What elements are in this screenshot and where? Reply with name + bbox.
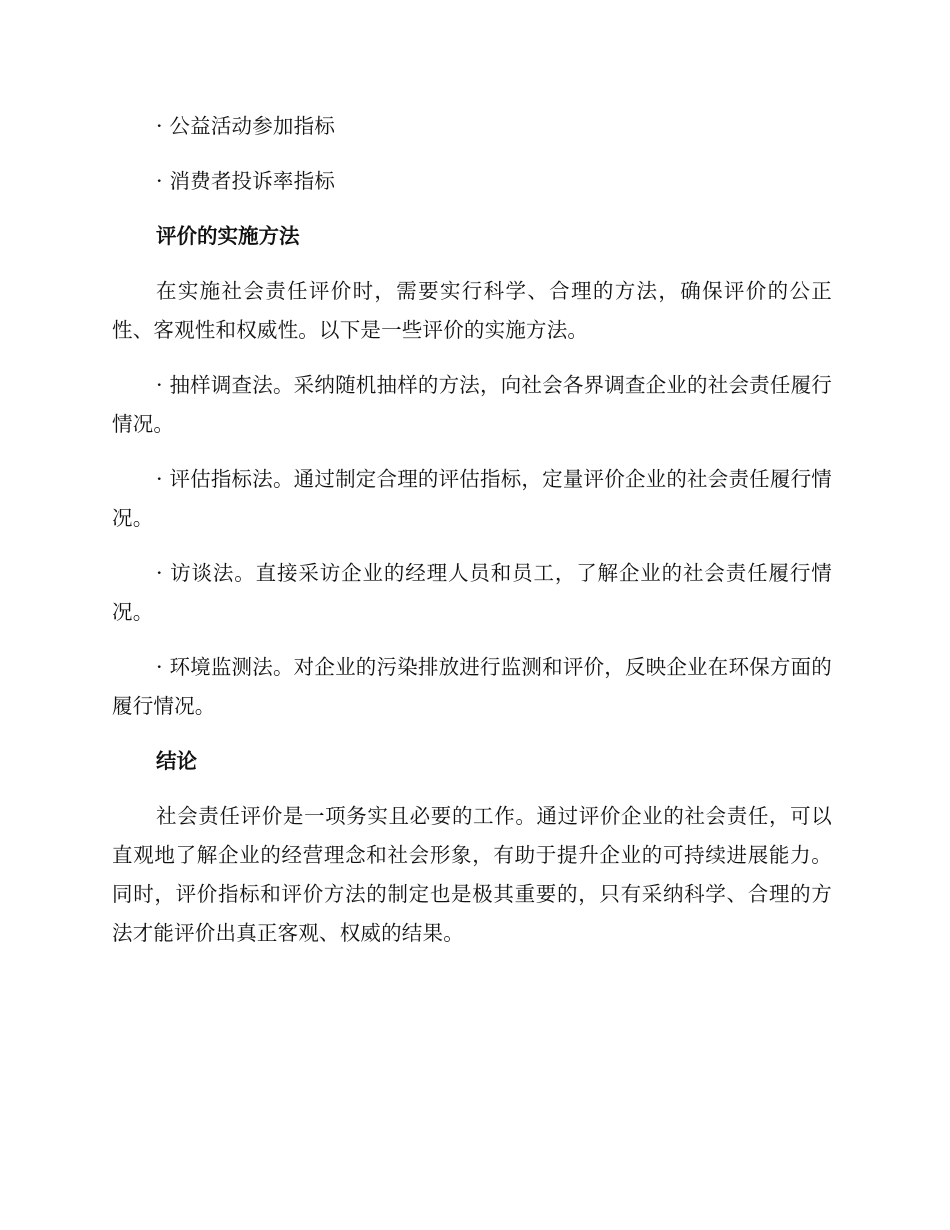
section-intro-paragraph: 在实施社会责任评价时，需要实行科学、合理的方法，确保评价的公正性、客观性和权威性。以下是一些评价的实施方法。 — [112, 279, 832, 342]
method-item-interview: · 访谈法。直接采访企业的经理人员和员工，了解企业的社会责任履行情况。 — [112, 561, 832, 624]
method-item-sampling-survey: · 抽样调查法。采纳随机抽样的方法，向社会各界调查企业的社会责任履行情况。 — [112, 373, 832, 436]
section-heading-implementation: 评价的实施方法 — [156, 224, 300, 248]
method-item-environment-monitoring: · 环境监测法。对企业的污染排放进行监测和评价，反映企业在环保方面的履行情况。 — [112, 655, 832, 718]
bullet-item-public-welfare: · 公益活动参加指标 — [156, 114, 336, 138]
conclusion-paragraph: 社会责任评价是一项务实且必要的工作。通过评价企业的社会责任，可以直观地了解企业的经营理念和社会形象，有助于提升企业的可持续进展能力。同时，评价指标和评价方法的制定也是极其重要的，只有采纳科学、合理的方法才能评价出真正客观、权威的结果。 — [112, 804, 832, 945]
section-heading-conclusion: 结论 — [156, 749, 197, 773]
method-item-evaluation-index: · 评估指标法。通过制定合理的评估指标，定量评价企业的社会责任履行情况。 — [112, 467, 832, 530]
document-page — [112, 107, 832, 969]
bullet-item-complaint-rate: · 消费者投诉率指标 — [156, 169, 336, 193]
